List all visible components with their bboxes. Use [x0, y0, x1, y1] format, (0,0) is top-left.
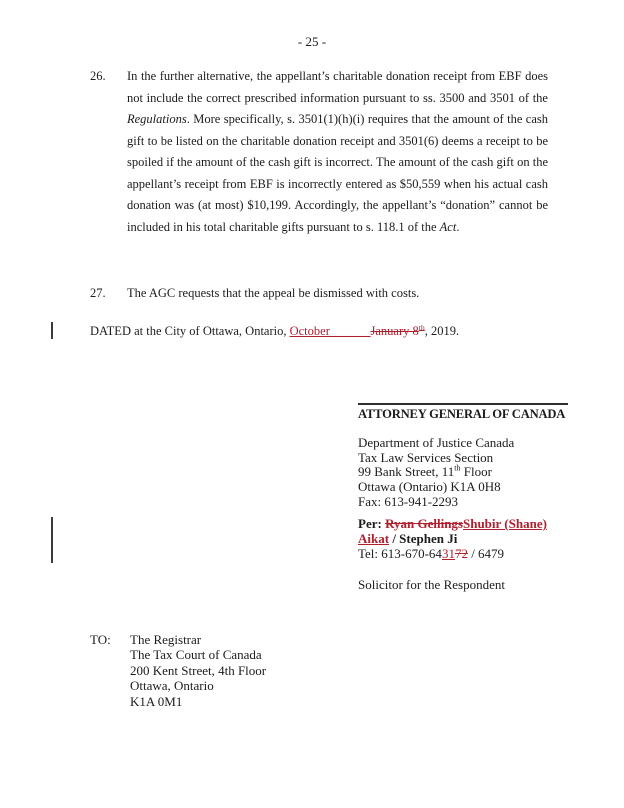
change-bar-dated-line [51, 322, 53, 339]
deleted-tel-digits: 72 [454, 546, 468, 561]
solicitor-role: Solicitor for the Respondent [358, 577, 505, 592]
counsel-name-rest: / Stephen Ji [389, 531, 458, 546]
fax-line: Fax: 613-941-2293 [358, 493, 459, 509]
tel-suffix: / 6479 [467, 546, 505, 561]
city-line: Ottawa (Ontario) K1A 0H8 [358, 479, 501, 495]
per-line-2 [358, 531, 580, 546]
department-line: Department of Justice Canada [358, 435, 515, 450]
change-bar-per-block [51, 517, 53, 563]
to-line-city: Ottawa, Ontario [130, 678, 214, 694]
tel-prefix: Tel: 613-670-64 [358, 546, 442, 561]
inserted-counsel-name-part1: Shubir (Shane) [462, 516, 547, 531]
page-number: - 25 - [297, 34, 327, 49]
deleted-date-ordinal: th [418, 322, 425, 332]
deleted-date-base: January 8 [370, 324, 419, 338]
paragraph-26 [90, 66, 548, 238]
paragraph-26-body [127, 66, 548, 238]
deleted-counsel-name: Ryan Gellings [385, 516, 463, 531]
inserted-counsel-name-part2: Aikat [358, 531, 390, 546]
deleted-date-text [371, 324, 425, 338]
per-block [358, 516, 580, 561]
paragraph-26-text-1: In the further alternative, the appellant’s charitable donation receipt from EBF does not include the correct prescribed information pursuant to ss. 3500 and 3501 of the [127, 69, 548, 105]
street-line [358, 465, 578, 480]
signature-address-block [358, 436, 578, 510]
to-line-registrar: The Registrar [130, 632, 202, 647]
paragraph-27-body: The AGC requests that the appeal be dismissed with costs. [127, 286, 420, 300]
street-base: 99 Bank Street, 11 [358, 464, 455, 480]
paragraph-26-text-2: . More specifically, s. 3501(1)(h)(i) requires that the amount of the cash gift to be listed on the charitable donation receipt and 3501(6) deems a receipt to be spoiled if the amount of the cash gift is incorrect. The amount of the cash gift on the appellant’s receipt from EBF is incorrectly entered as $50,559 when his actual cash donation was (at most) $10,199. Accordingly, the appellant’s “donation” cannot be included in his total charitable gifts pursuant to s. 118.1 of the [127, 112, 548, 234]
per-line-1 [358, 516, 580, 531]
to-line-postal: K1A 0M1 [130, 693, 183, 709]
paragraph-26-text-3: . [456, 219, 460, 234]
attorney-general-title: ATTORNEY GENERAL OF CANADA [358, 407, 566, 421]
per-label: Per: [358, 516, 386, 531]
cited-regulations: Regulations [127, 112, 187, 126]
to-address [130, 632, 266, 709]
to-line-court: The Tax Court of Canada [130, 647, 262, 663]
signature-line [358, 403, 568, 405]
paragraph-27 [90, 283, 548, 305]
inserted-tel-digits: 31 [441, 546, 455, 561]
to-label: TO: [90, 632, 111, 647]
to-line-street: 200 Kent Street, 4th Floor [130, 662, 267, 678]
inserted-date-text: October ______ [289, 324, 371, 338]
street-ordinal: th [454, 464, 461, 474]
tel-line [358, 546, 580, 561]
paragraph-26-number: 26. [90, 69, 106, 83]
paragraph-27-number: 27. [90, 286, 106, 300]
dated-line-prefix: DATED at the City of Ottawa, Ontario, [90, 324, 290, 338]
dated-line [90, 324, 590, 339]
to-block [90, 632, 266, 709]
dated-line-suffix: , 2019. [424, 324, 460, 338]
street-rest: Floor [460, 464, 492, 480]
cited-act: Act [439, 219, 457, 234]
section-line: Tax Law Services Section [358, 449, 494, 465]
